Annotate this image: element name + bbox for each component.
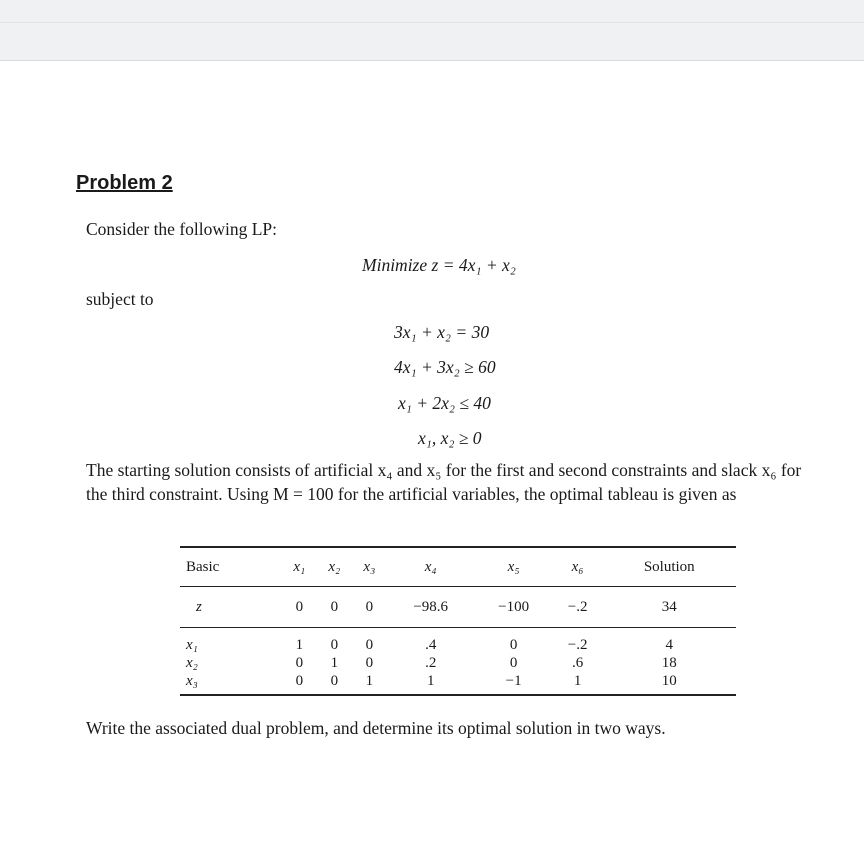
table-cell: 0 <box>295 655 304 671</box>
table-cell: 34 <box>602 587 736 628</box>
header-x3: x₃ <box>352 547 387 587</box>
tableau-header-row <box>180 547 736 587</box>
table-cell: 0 <box>365 655 374 671</box>
table-cell: 0 <box>330 673 339 689</box>
table-cell: −98.6 <box>387 587 475 628</box>
problem-heading: Problem 2 <box>76 172 173 194</box>
table-cell: 0 <box>317 587 352 628</box>
table-cell: −100 <box>475 587 553 628</box>
browser-toolbar <box>0 0 864 61</box>
table-cell: .6 <box>571 655 584 671</box>
nonnegativity-constraint: x₁, x₂ ≥ 0 <box>418 428 482 448</box>
constraint-1: 3x₁ + x₂ = 30 <box>394 322 490 342</box>
header-x6: x₆ <box>553 547 603 587</box>
table-cell: z <box>180 587 282 628</box>
intro-text: Consider the following LP: <box>86 219 278 239</box>
constraint-2: 4x₁ + 3x₂ ≥ 60 <box>394 357 496 377</box>
table-cell: −1 <box>505 673 522 689</box>
table-cell: 1 <box>573 673 582 689</box>
table-cell: 1 <box>295 637 304 653</box>
table-cell: 4 <box>665 637 673 653</box>
table-cell: 0 <box>365 637 374 653</box>
table-cell: 1 <box>365 673 374 689</box>
header-x1: x₁ <box>282 547 317 587</box>
header-basic: Basic <box>180 547 282 587</box>
table-row <box>180 672 736 695</box>
table-cell: 0 <box>509 655 518 671</box>
table-cell: 10 <box>661 673 677 689</box>
header-x2: x₂ <box>317 547 352 587</box>
table-cell: −.2 <box>553 587 603 628</box>
task-instruction: Write the associated dual problem, and determine its optimal solution in two ways. <box>86 718 666 738</box>
table-cell: 1 <box>426 673 435 689</box>
table-cell: .4 <box>425 637 437 653</box>
table-cell: x₁ <box>186 637 198 653</box>
table-cell: 1 <box>330 655 339 671</box>
table-cell: −.2 <box>567 637 588 653</box>
objective-function: Minimize z = 4x₁ + x₂ <box>362 255 516 275</box>
header-solution: Solution <box>602 547 736 587</box>
table-cell: 0 <box>295 673 304 689</box>
description-paragraph: The starting solution consists of artificial x₄ and x₅ for the first and second constraints and slack x₆ for the third constraint. Using M = 100 for the artificial variables, the optimal tableau is given as <box>86 460 802 504</box>
table-cell: x₃ <box>186 673 198 689</box>
table-cell: 0 <box>509 637 518 653</box>
table-cell: x₂ <box>186 655 198 671</box>
header-x4: x₄ <box>387 547 475 587</box>
toolbar-divider <box>0 22 864 23</box>
constraint-3: x₁ + 2x₂ ≤ 40 <box>398 393 491 413</box>
optimal-tableau <box>180 546 736 696</box>
table-cell: 18 <box>661 655 677 671</box>
table-row <box>180 654 736 672</box>
table-cell: .2 <box>425 655 437 671</box>
table-cell: 0 <box>282 587 317 628</box>
table-cell: 0 <box>330 637 339 653</box>
table-cell: 0 <box>352 587 387 628</box>
subject-to-label: subject to <box>86 289 154 309</box>
tableau-z-row <box>180 587 736 628</box>
table-row <box>180 628 736 655</box>
header-x5: x₅ <box>475 547 553 587</box>
